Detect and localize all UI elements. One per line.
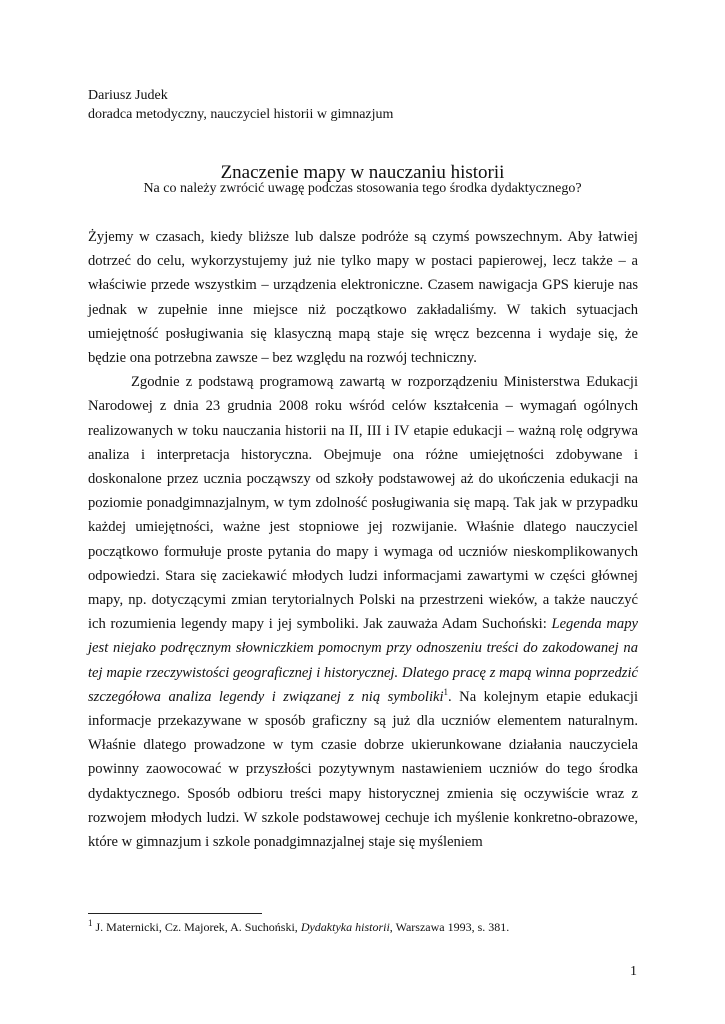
article-title: Znaczenie mapy w nauczaniu historii xyxy=(220,162,505,183)
footnote-divider xyxy=(88,913,262,914)
author-block xyxy=(88,86,393,124)
footnote-reference[interactable]: 1 xyxy=(443,687,449,697)
author-role: doradca metodyczny, nauczyciel historii w gimnazjum xyxy=(88,107,394,122)
article-body xyxy=(88,225,638,854)
author-name: Dariusz Judek xyxy=(88,88,168,103)
footnote-number: 1 xyxy=(88,918,93,928)
paragraph-2-end: . Na kolejnym etapie edukacji informacje przekazywane w sposób graficzny są już dla uczniów elementem naturalnym. Właśnie dlatego prowadzone w tym czasie dobrze ukierunkowane działania nauczyciela powinny zaowocować w przyszłości pozytywnym nastawieniem uczniów do tego środka dydaktycznego. Sposób odbioru treści mapy historycznej zmienia się oczywiście wraz z rozwojem młodych ludzi. W szkole podstawowej cechuje ich myślenie konkretno-obrazowe, które w gimnazjum i szkole ponadgimnazjalnej staje się myśleniem xyxy=(88,688,638,851)
paragraph-1: Żyjemy w czasach, kiedy bliższe lub dalsze podróże są czymś powszechnym. Aby łatwiej dotrzeć do celu, wykorzystujemy już nie tylko mapy w postaci papierowej, lecz także – a właściwie przede wszystkim – urządzenia elektroniczne. Czasem nawigacja GPS kieruje nas jednak w zupełnie inne miejsce niż początkowo zakładaliśmy. W takich sytuacjach umiejętność posługiwania się klasyczną mapą staje się wręcz bezcenna i wydaje się, że będzie ona potrzebna zawsze – bez względu na rozwój techniczny. xyxy=(88,229,638,367)
footnote-book-title: Dydaktyka historii xyxy=(300,920,390,934)
footnote xyxy=(88,919,648,935)
paragraph-2-start: Zgodnie z podstawą programową zawartą w rozporządzeniu Ministerstwa Edukacji Narodowej z dnia 23 grudnia 2008 roku wśród celów kształcenia – wymagań ogólnych realizowanych w toku nauczania historii na II, III i IV etapie edukacji – ważną rolę odgrywa analiza i interpretacja historyczna. Obejmuje ona różne umiejętności zdobywane i doskonalone przez ucznia począwszy od szkoły podstawowej aż do ukończenia edukacji na poziomie ponadgimnazjalnym, w tym zdolność posługiwania się mapą. Tak jak w przypadku każdej umiejętności, ważne jest stopniowe jej rozwijanie. Właśnie dlatego nauczyciel początkowo formułuje proste pytania do mapy i wymaga od uczniów nieskomplikowanych odpowiedzi. Stara się zaciekawić młodych ludzi informacjami zawartymi w części głównej mapy, np. dotyczącymi zmian terytorialnych Polski na przestrzeni wieków, a także nauczyć ich rozumienia legendy mapy i jej symboliki. Jak zauważa Adam Suchoński: xyxy=(88,374,638,633)
page-number: 1 xyxy=(630,964,637,979)
footnote-publication: , Warszawa 1993, s. 381. xyxy=(389,920,510,934)
quote-suchonski: Legenda mapy jest niejako podręcznym słowniczkiem pomocnym przy odnoszeniu treści do zakodowanej na tej mapie rzeczywistości geograficznej i historycznej. Dlatego pracę z mapą winna poprzedzić szczegółowa analiza legendy i związanej z nią symboliki xyxy=(88,616,638,705)
article-subtitle: Na co należy zwrócić uwagę podczas stosowania tego środka dydaktycznego? xyxy=(143,181,582,196)
paragraph-2 xyxy=(88,370,638,854)
footnote-authors: J. Maternicki, Cz. Majorek, A. Suchoński, xyxy=(92,920,301,934)
